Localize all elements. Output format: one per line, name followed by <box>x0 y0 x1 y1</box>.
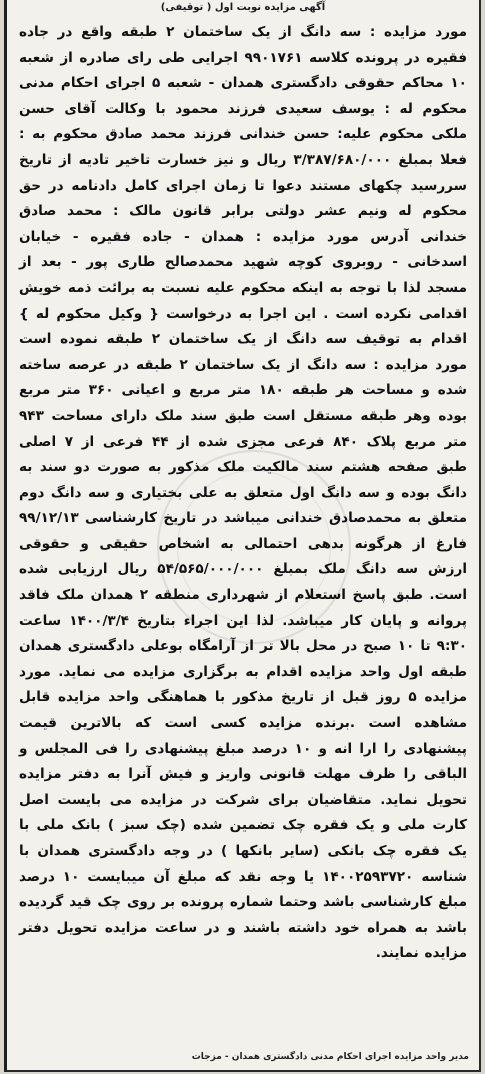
notice-signature: مدیر واحد مزایده اجرای احکام مدنی دادگستری همدان - مزجات <box>191 1052 469 1062</box>
notice-paragraph: مورد مزایده : سه دانگ از یک ساختمان ۲ طبقه واقع در جاده فقیره در پرونده کلاسه ۹۹۰۱۷۶۱ اجرایی طی رای صادره از شعبه ۱۰ محاکم حقوقی دادگستری همدان - شعبه ۵ اجرای احکام مدنی محکوم له : یوسف سعیدی فرزند محمود با وکالت آقای حسن ملکی محکوم علیه: حسن خندانی فرزند محمد صادق محکوم به : فعلا بمبلغ ۳/۳۸۷/۶۸۰/۰۰۰ ریال و نیز خسارت تاخیر تادیه از تاریخ سررسید چکهای مستند دعوا تا زمان اجرای کامل دادنامه در حق محکوم له ونیم عشر دولتی برابر قانون مالک : محمد صادق خندانی آدرس مورد مزایده : همدان - جاده فقیره - خیابان اسدخانی - روبروی کوچه شهید محمدصالح طاری پور - بعد از مسجد لذا با توجه به اینکه محکوم علیه نسبت به برائت ذمه خویش اقدامی نکرده است . این اجرا به درخواست { وکیل محکوم له } اقدام به توقیف سه دانگ از یک ساختمان ۲ طبقه نموده است مورد مزایده : سه دانگ از یک ساختمان ۲ طبقه در عرصه ساخته شده و مساحت هر طبقه ۱۸۰ متر مربع و اعیانی ۳۶۰ متر مربع بوده وهر طبقه مستقل است طبق سند ملک دارای مساحت ۹۴۳ متر مربع پلاک ۸۴۰ فرعی مجزی شده از ۴۴ فرعی از ۷ اصلی طبق صفحه هشتم سند مالکیت ملک مذکور به صورت دو سند به دانگ بوده و سه دانگ اول متعلق به علی بختیاری و سه دانگ دوم متعلق به محمدصادق خندانی میباشد در تاریخ کارشناسی ۹۹/۱۲/۱۳ فارغ از هرگونه بدهی احتمالی به اشخاص حقیقی و حقوقی ارزش سه دانگ ملک بمبلغ ۵۴/۵۶۵/۰۰۰/۰۰۰ ریال ارزیابی شده است. طبق پاسخ استعلام از شهرداری منطقه ۲ همدان ملک فاقد پروانه و پایان کار میباشد. لذا این اجراء بتاریخ ۱۴۰۰/۳/۴ ساعت ۹:۳۰ تا ۱۰ صبح در محل بالا تر از آرامگاه بوعلی دادگستری همدان طبقه اول واحد مزایده اقدام به برگزاری مزایده می نماید. مورد مزایده ۵ روز قبل از تاریخ مذکور با هماهنگی واحد مزایده قابل مشاهده است .برنده مزایده کسی است که بالاترین قیمت پیشنهادی را ارا انه و ۱۰ درصد مبلغ پیشنهادی را فی المجلس و الباقی را ظرف مهلت قانونی واریز و فیش آنرا به دفتر مزایده تحویل نماید. متقاضیان برای شرکت در مزایده می بایست اصل کارت ملی و یک فقره چک تضمین شده (چک سبز ) بانک ملی با یک فقره چک بانکی (سایر بانکها ) در وجه دادگستری همدان با شناسه ۱۴۰۰۲۵۹۳۷۲۰ یا وجه نقد که مبلغ آن میبایست ۱۰ درصد مبلغ کارشناسی باشد وحتما شماره پرونده بر روی چک قید گردیده باشد به همراه خود داشته باشند و در ساعت مزایده تحویل دفتر مزایده نمایند. <box>19 24 468 962</box>
notice-paper <box>4 0 481 1072</box>
notice-body <box>19 20 467 967</box>
notice-header: آگهی مزایده نوبت اول ( توقیفی) <box>160 2 326 13</box>
